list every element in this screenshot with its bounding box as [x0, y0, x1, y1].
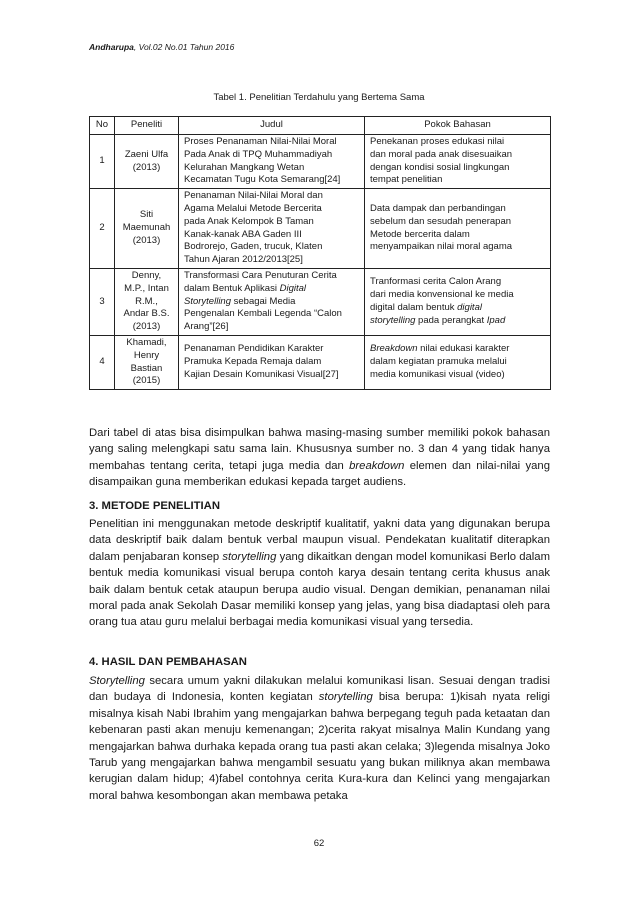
cell-judul [179, 335, 365, 389]
paragraph-text: secara umum yakni dilakukan melalui komunikasi lisan. Sesuai dengan tradisi dan budaya di Indonesia, konten kegiatan [89, 675, 550, 704]
peneliti-line: Bastian [130, 362, 163, 374]
header-peneliti: Peneliti [115, 117, 179, 135]
judul-line: Agama Melalui Metode Bercerita [184, 202, 322, 214]
judul-line: Penanaman Pendidikan Karakter [184, 343, 324, 355]
cell-no: 3 [90, 268, 115, 335]
pokok-line: menyampaikan nilai moral agama [370, 241, 513, 253]
pokok-emphasis: digital [457, 301, 482, 313]
pokok-line [370, 302, 545, 315]
paragraph-text: bisa berupa: 1)kisah nyata religi misalnya kisah Nabi Ibrahim yang mengajarkan bahwa berpegang teguh pada ketaatan dan kebenaran pasti akan menuju kemenangan; 2)cerita rakyat misalnya Malin Kundang yang mengajarkan bahwa durhaka kepada orang tua pasti akan celaka; 3)legenda misalnya Joko Tarub yang mengajarkan bahwa mengambil sesuatu yang bukan miliknya akan membawa kerugian dalam hidup; 4)fabel contohnya cerita Kura-kura dan Kelinci yang mengajarkan moral bahwa kesombongan akan membawa petaka [89, 691, 550, 802]
pokok-text: pada perangkat [415, 314, 487, 326]
judul-line: Penanaman Nilai-Nilai Moral dan [184, 190, 323, 202]
research-table [89, 116, 551, 390]
peneliti-line: Siti [139, 209, 154, 221]
judul-line: Tahun Ajaran 2012/2013[25] [184, 254, 303, 266]
judul-line: Transformasi Cara Penuturan Cerita [184, 269, 337, 281]
section-heading-hasil: 4. HASIL DAN PEMBAHASAN [89, 656, 247, 668]
pokok-line: sebelum dan sesudah penerapan [370, 215, 512, 227]
table-header-row [90, 117, 551, 135]
cell-pokok-bahasan [365, 189, 551, 269]
cell-peneliti [115, 268, 179, 335]
peneliti-line: Henry [133, 349, 160, 361]
peneliti-line: R.M., [135, 295, 158, 307]
table-row [90, 135, 551, 189]
section-heading-metode: 3. METODE PENELITIAN [89, 500, 220, 512]
judul-line: Kelurahan Mangkang Wetan [184, 161, 305, 173]
pokok-emphasis: Ipad [486, 314, 506, 326]
paragraph-text: Dari tabel di atas bisa disimpulkan bahwa masing-masing sumber memiliki pokok bahasan yang saling melengkapi satu sama lain. Khususnya sumber no. 3 dan 4 yang tidak hanya membahas tentang cerita, tetapi juga media dan [89, 427, 550, 472]
paragraph-emphasis: storytelling [222, 550, 277, 563]
paragraph-emphasis: Storytelling [89, 675, 145, 687]
pokok-text: digital dalam bentuk [370, 301, 458, 313]
cell-pokok-bahasan [365, 335, 551, 389]
judul-line: Pramuka Kepada Remaja dalam [184, 356, 322, 368]
judul-line: Arang”[26] [184, 321, 229, 333]
cell-judul [179, 268, 365, 335]
judul-line [184, 296, 359, 309]
table-row [90, 189, 551, 269]
page-number: 62 [313, 838, 325, 849]
cell-judul [179, 189, 365, 269]
paragraph-metode [89, 516, 550, 631]
judul-line: pada Anak Kelompok B Taman [184, 215, 314, 227]
table-row [90, 268, 551, 335]
paragraph-text: Penelitian ini menggunakan metode deskriptif kualitatif, yakni data yang digunakan berupa data deskriptif baik dalam bentuk verbal maupun visual. Pendekatan kualitatif diterapkan dalam penjabaran konsep [89, 518, 550, 563]
pokok-line: Data dampak dan perbandingan [370, 202, 506, 214]
peneliti-line: Khamadi, [126, 336, 167, 348]
pokok-line: Metode bercerita dalam [370, 228, 470, 240]
header-judul: Judul [179, 117, 365, 135]
peneliti-line: (2015) [132, 375, 161, 387]
pokok-line: Penekanan proses edukasi nilai [370, 136, 505, 147]
judul-line: Kecamatan Tugu Kota Semarang[24] [184, 174, 341, 186]
header-no: No [90, 117, 115, 135]
judul-emphasis: Digital [279, 282, 306, 294]
pokok-line: Tranformasi cerita Calon Arang [370, 276, 502, 288]
pokok-line: tempat penelitian [370, 174, 443, 186]
pokok-line [370, 315, 545, 328]
pokok-text: nilai edukasi karakter [417, 343, 510, 355]
peneliti-line: Andar B.S. [123, 308, 170, 320]
paragraph-summary [89, 425, 550, 491]
peneliti-line: (2013) [132, 234, 161, 246]
peneliti-line: (2013) [132, 161, 161, 173]
header-pokok-bahasan: Pokok Bahasan [365, 117, 551, 135]
cell-no: 2 [90, 189, 115, 269]
pokok-line: media komunikasi visual (video) [370, 368, 505, 380]
paragraph-emphasis: breakdown [349, 459, 405, 472]
pokok-line: dengan kondisi sosial lingkungan [370, 161, 510, 173]
judul-text: sebagai Media [231, 295, 296, 307]
judul-line: Pengenalan Kembali Legenda “Calon [184, 308, 342, 320]
running-header [89, 42, 234, 52]
cell-judul [179, 135, 365, 189]
cell-pokok-bahasan [365, 268, 551, 335]
judul-line: Proses Penanaman Nilai-Nilai Moral [184, 136, 337, 147]
pokok-emphasis: Breakdown [370, 343, 418, 355]
judul-line [184, 283, 359, 296]
cell-no: 4 [90, 335, 115, 389]
pokok-line: dalam kegiatan pramuka melalui [370, 356, 507, 368]
journal-name: Andharupa [89, 42, 134, 52]
paragraph-hasil [89, 673, 550, 804]
judul-line: Kanak-kanak ABA Gaden III [184, 228, 302, 240]
pokok-line: dan moral pada anak disesuaikan [370, 148, 513, 160]
pokok-emphasis: storytelling [370, 314, 416, 326]
judul-text: dalam Bentuk Aplikasi [184, 282, 280, 294]
pokok-line [370, 343, 545, 356]
judul-line: Kajian Desain Komunikasi Visual[27] [184, 368, 339, 380]
peneliti-line: Denny, [131, 269, 162, 281]
table-row [90, 335, 551, 389]
cell-pokok-bahasan [365, 135, 551, 189]
cell-peneliti [115, 135, 179, 189]
paragraph-text: yang dikaitkan dengan model komunikasi Berlo dalam bentuk media komunikasi visual berupa contoh karya desain tentang cerita khusus anak baik dalam bentuk cetak ataupun berupa audio visual. Dengan demikian, penanaman nilai moral pada anak Sekolah Dasar memiliki konsep yang jelas, yang bisa diadaptasi oleh para orang tua atau guru melalui berbagai media komunikasi visual yang tersedia. [89, 550, 550, 629]
peneliti-line: Maemunah [122, 222, 171, 234]
peneliti-line: (2013) [132, 321, 161, 333]
peneliti-line: Zaeni Ulfa [124, 148, 169, 160]
judul-emphasis: Storytelling [184, 295, 231, 307]
cell-peneliti [115, 189, 179, 269]
journal-volume: , Vol.02 No.01 Tahun 2016 [133, 42, 235, 52]
judul-line: Bodrorejo, Gaden, trucuk, Klaten [184, 241, 323, 253]
cell-peneliti [115, 335, 179, 389]
table-caption: Tabel 1. Penelitian Terdahulu yang Bertema Sama [213, 92, 425, 103]
cell-no: 1 [90, 135, 115, 189]
paragraph-emphasis: storytelling [318, 691, 373, 704]
paragraph-text: elemen dan nilai-nilai yang disampaikan guna memberikan edukasi kepada target audiens. [89, 459, 551, 489]
judul-line: Pada Anak di TPQ Muhammadiyah [184, 148, 333, 160]
peneliti-line: M.P., Intan [124, 282, 169, 294]
pokok-line: dari media konvensional ke media [370, 289, 514, 301]
